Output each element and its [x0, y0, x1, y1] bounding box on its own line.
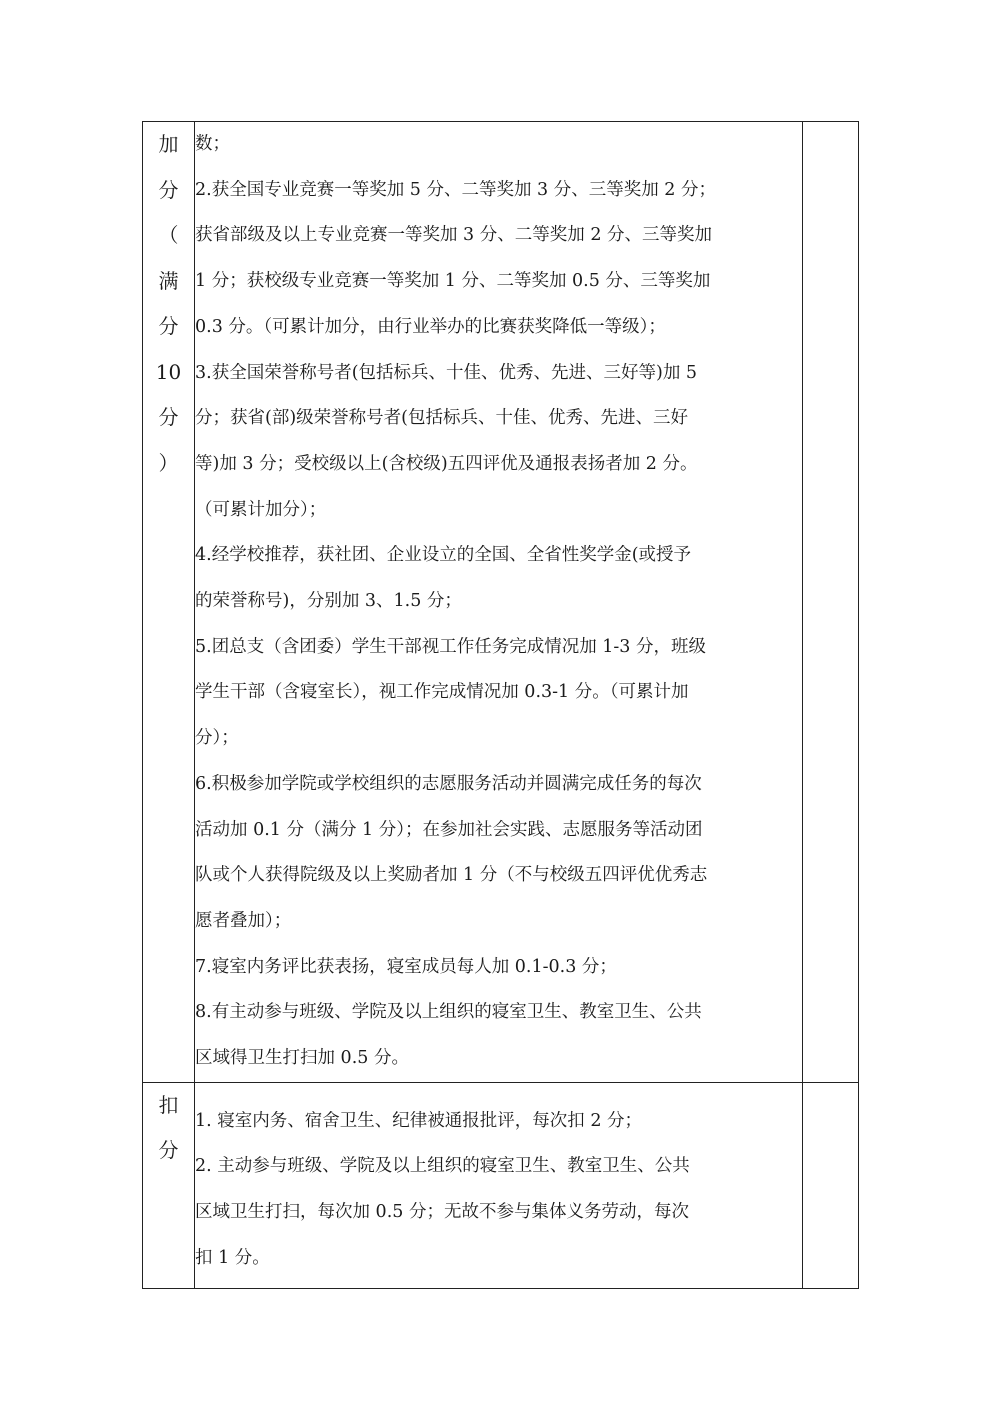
- score-criteria-table: [142, 121, 859, 1289]
- deduction-row: [143, 1082, 859, 1288]
- deduction-label-cell: [143, 1082, 195, 1288]
- rule-line: 6.积极参加学院或学校组织的志愿服务活动并圆满完成任务的每次: [195, 773, 702, 794]
- rule-line: 2. 主动参与班级、学院及以上组织的寝室卫生、教室卫生、公共: [195, 1156, 690, 1177]
- deduction-label-char: 扣: [158, 1092, 179, 1117]
- rule-line: （可累计加分）；: [195, 499, 327, 520]
- rule-line: 区域卫生打扫，每次加 0.5 分；无故不参与集体义务劳动，每次: [195, 1202, 689, 1223]
- bonus-label-char: 分: [158, 177, 179, 202]
- rule-line: 3.获全国荣誉称号者(包括标兵、十佳、优秀、先进、三好等)加 5: [195, 362, 698, 383]
- rule-line: 分；获省(部)级荣誉称号者(包括标兵、十佳、优秀、先进、三好: [195, 408, 688, 429]
- bonus-label-char: 10: [155, 359, 182, 384]
- rule-line: 获省部级及以上专业竞赛一等奖加 3 分、二等奖加 2 分、三等奖加: [195, 225, 713, 246]
- bonus-label-char: 加: [158, 132, 179, 156]
- rule-line: 0.3 分。（可累计加分，由行业举办的比赛获奖降低一等级）；: [195, 316, 666, 337]
- rule-line: 学生干部（含寝室长），视工作完成情况加 0.3-1 分。（可累计加: [195, 682, 689, 703]
- rule-line: 活动加 0.1 分（满分 1 分）；在参加社会实践、志愿服务等活动团: [195, 819, 703, 840]
- rule-line: 5.团总支（含团委）学生干部视工作任务完成情况加 1-3 分，班级: [195, 636, 707, 657]
- bonus-label-cell: [143, 122, 195, 1083]
- bonus-label-char: 分: [158, 314, 179, 338]
- rule-line: 等)加 3 分；受校级以上(含校级)五四评优及通报表扬者加 2 分。: [195, 453, 698, 474]
- rule-line: 1 分；获校级专业竞赛一等奖加 1 分、二等奖加 0.5 分、三等奖加: [195, 271, 711, 292]
- rule-line: 愿者叠加）；: [195, 910, 292, 931]
- rule-line: 扣 1 分。: [195, 1247, 270, 1268]
- rule-line: 的荣誉称号)，分别加 3、1.5 分；: [195, 591, 462, 612]
- deduction-score-cell: [803, 1082, 859, 1288]
- rule-line: 2.获全国专业竞赛一等奖加 5 分、二等奖加 3 分、三等奖加 2 分；: [195, 179, 716, 200]
- rule-line: 队或个人获得院级及以上奖励者加 1 分（不与校级五四评优优秀志: [195, 865, 708, 886]
- bonus-rules-cell: [195, 122, 803, 1083]
- deduction-label-char: 分: [158, 1138, 179, 1163]
- rule-line: 4.经学校推荐，获社团、企业设立的全国、全省性奖学金(或授予: [195, 545, 692, 566]
- rule-line: 7.寝室内务评比获表扬，寝室成员每人加 0.1-0.3 分；: [195, 956, 617, 977]
- bonus-label-char: （: [158, 223, 179, 247]
- deduction-rules-cell: [195, 1082, 803, 1288]
- rule-line: 1. 寝室内务、宿舍卫生、纪律被通报批评，每次扣 2 分；: [195, 1110, 643, 1131]
- rule-line: 区域得卫生打扫加 0.5 分。: [195, 1048, 409, 1069]
- rule-line: 8.有主动参与班级、学院及以上组织的寝室卫生、教室卫生、公共: [195, 1002, 702, 1023]
- bonus-label-char: ）: [158, 450, 179, 475]
- rule-line: 数；: [195, 134, 230, 154]
- bonus-label-char: 分: [158, 405, 179, 429]
- bonus-row: [143, 122, 859, 1083]
- rule-line: 分）；: [195, 728, 239, 749]
- bonus-label-char: 满: [158, 268, 179, 293]
- bonus-score-cell: [803, 122, 859, 1083]
